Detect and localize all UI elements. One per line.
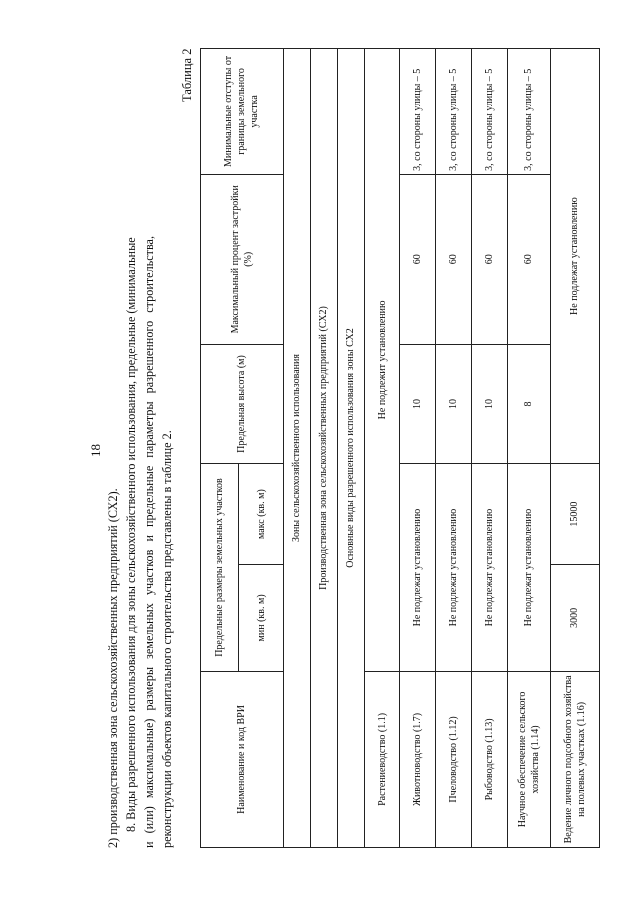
row-setback: 3, со стороны улицы – 5 — [472, 49, 508, 175]
paragraph-continuation-1: и (или) максимальные) размеры земельных участков и предельные параметры разрешенного строительства, — [142, 235, 156, 848]
section-subzone: Производственная зона сельскохозяйственных предприятий (СХ2) — [310, 49, 337, 848]
table-row — [400, 49, 436, 848]
header-row — [201, 49, 239, 848]
row-name: Научное обеспечение сельского хозяйства (1.14) — [508, 671, 551, 847]
page-number: 18 — [88, 444, 103, 457]
table-row — [550, 49, 599, 848]
row-height: 8 — [508, 344, 551, 464]
row-sizes: Не подлежат установлению — [400, 464, 436, 672]
table-row — [508, 49, 551, 848]
row-height: 10 — [400, 344, 436, 464]
row-setback: 3, со стороны улицы – 5 — [508, 49, 551, 175]
row-merged: Не подлежит установлению — [364, 49, 400, 672]
row-sizes: Не подлежат установлению — [436, 464, 472, 672]
section-row-subzone — [310, 49, 337, 848]
header-percent: Максимальный процент застройки (%) — [201, 174, 284, 344]
section-zone: Зоны сельскохозяйственного использования — [283, 49, 310, 848]
row-merged: Не подлежат установлению — [550, 49, 599, 464]
row-sizes: Не подлежат установлению — [472, 464, 508, 672]
section-main-uses: Основные виды разрешенного использования зоны СХ2 — [337, 49, 364, 848]
row-setback: 3, со стороны улицы – 5 — [400, 49, 436, 175]
table-row — [436, 49, 472, 848]
row-max: 15000 — [550, 464, 599, 565]
row-name: Ведение личного подсобного хозяйства на полевых участках (1.16) — [550, 671, 599, 847]
section-row-main-uses — [337, 49, 364, 848]
section-row-zone — [283, 49, 310, 848]
paragraph-zone-item: 2) производственная зона сельскохозяйственных предприятий (СХ2). — [106, 488, 120, 848]
header-height: Предельная высота (м) — [201, 344, 284, 464]
paragraph-continuation-2: реконструкции объектов капитального строительства представлены в таблице 2. — [160, 430, 174, 848]
row-percent: 60 — [472, 174, 508, 344]
header-max: макс (кв. м) — [239, 464, 284, 565]
row-name: Пчеловодство (1.12) — [436, 671, 472, 847]
row-min: 3000 — [550, 564, 599, 671]
row-setback: 3, со стороны улицы – 5 — [436, 49, 472, 175]
table-caption: Таблица 2 — [180, 48, 194, 102]
row-percent: 60 — [436, 174, 472, 344]
row-sizes: Не подлежат установлению — [508, 464, 551, 672]
row-name: Рыбоводство (1.13) — [472, 671, 508, 847]
paragraph-section-8: 8. Виды разрешенного использования для зоны сельскохозяйственного использования, предельные (минимальные — [124, 237, 138, 832]
row-percent: 60 — [400, 174, 436, 344]
table-row — [472, 49, 508, 848]
header-name: Наименование и код ВРИ — [201, 671, 284, 847]
row-percent: 60 — [508, 174, 551, 344]
rotated-content — [28, 22, 608, 862]
zoning-table — [200, 48, 600, 848]
row-height: 10 — [472, 344, 508, 464]
table-row — [364, 49, 400, 848]
row-height: 10 — [436, 344, 472, 464]
row-name: Растениеводство (1.1) — [364, 671, 400, 847]
header-min: мин (кв. м) — [239, 564, 284, 671]
header-size-group: Предельные размеры земельных участков — [201, 464, 239, 672]
header-setback: Минимальные отступы от границы земельного участка — [201, 49, 284, 175]
row-name: Животноводство (1.7) — [400, 671, 436, 847]
